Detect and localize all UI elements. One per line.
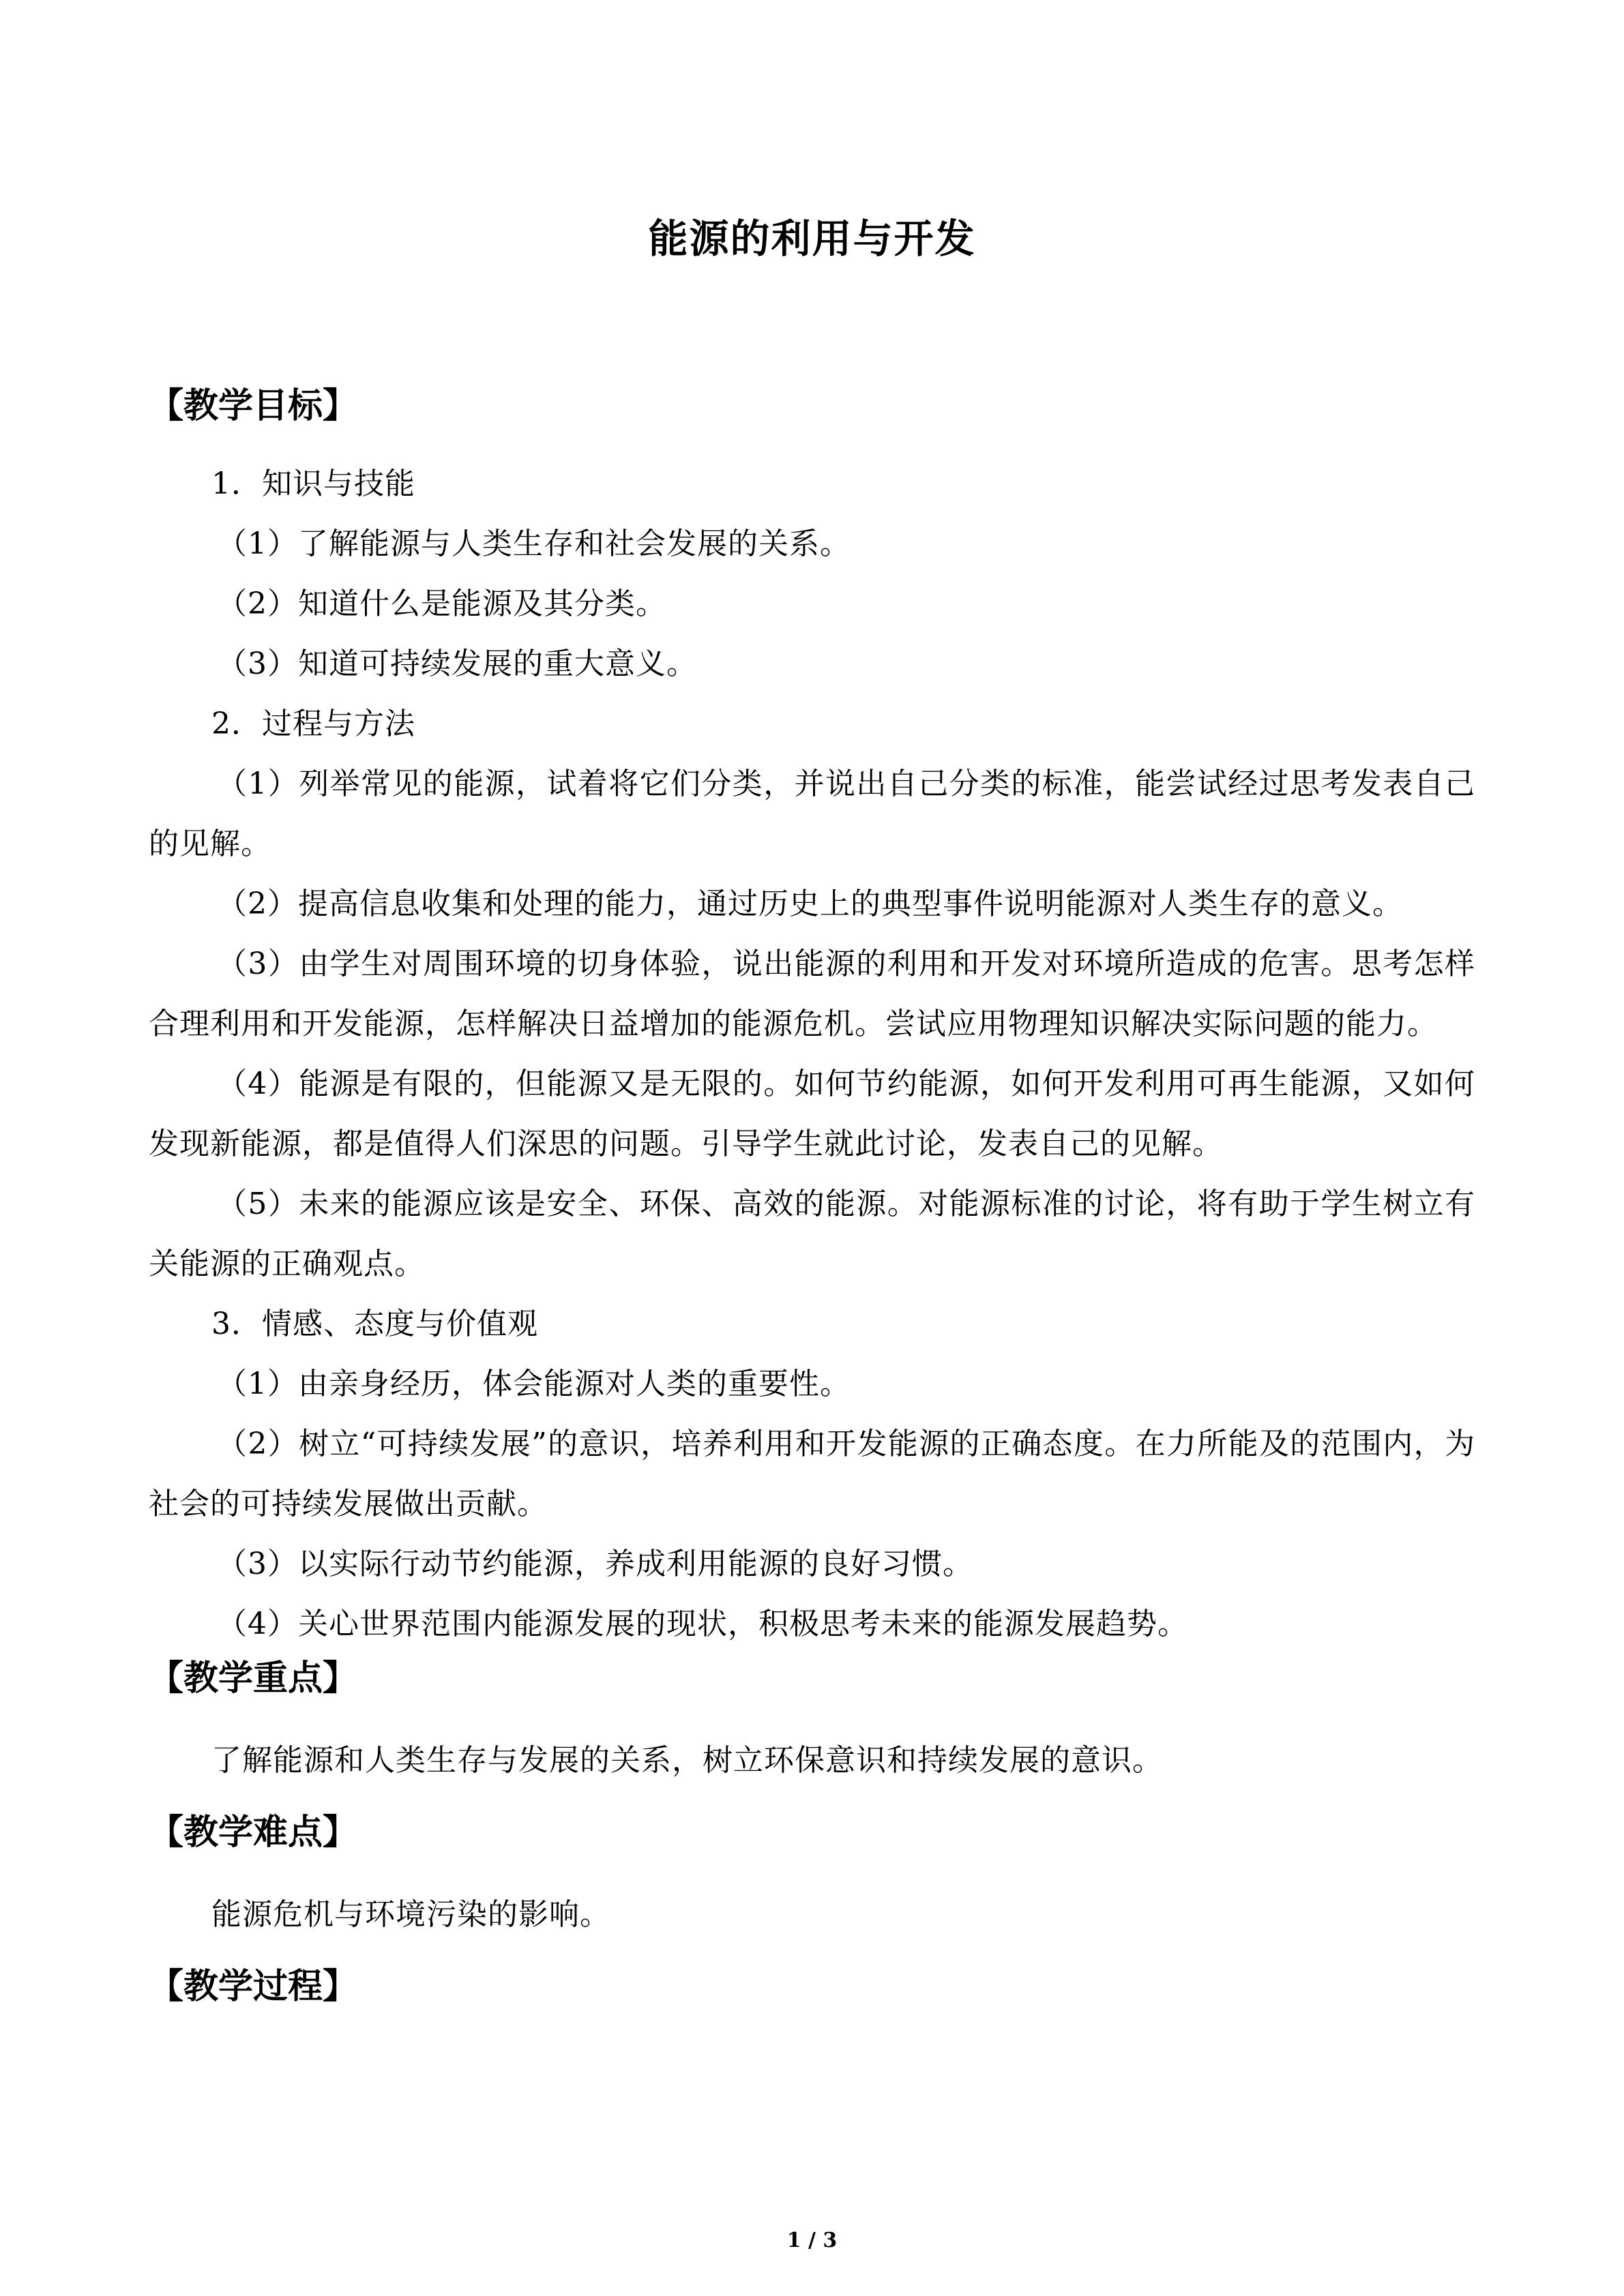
objective-item: 1．知识与技能 [211, 466, 415, 501]
document-title: 能源的利用与开发 [648, 215, 976, 262]
difficult-points-heading: 【教学难点】 [149, 1813, 358, 1853]
objective-item: （4）关心世界范围内能源发展的现状，积极思考未来的能源发展趋势。 [217, 1607, 1188, 1641]
objective-item: （3）由学生对周围环境的切身体验，说出能源的利用和开发对环境所造成的危害。思考怎样合理利用和开发能源，怎样解决日益增加的能源危机。尝试应用物理知识解决实际问题的能力。 [149, 946, 1475, 1041]
key-points-text: 了解能源和人类生存与发展的关系，树立环保意识和持续发展的意识。 [211, 1743, 1163, 1778]
difficult-points-text: 能源危机与环境污染的影响。 [211, 1897, 610, 1932]
objective-item: （5）未来的能源应该是安全、环保、高效的能源。对能源标准的讨论，将有助于学生树立有关能源的正确观点。 [149, 1187, 1475, 1281]
objective-item: 3．情感、态度与价值观 [211, 1307, 538, 1341]
objectives-heading: 【教学目标】 [149, 386, 358, 426]
objective-item: （1）由亲身经历，体会能源对人类的重要性。 [217, 1367, 851, 1401]
process-heading: 【教学过程】 [149, 1967, 358, 2007]
key-points-heading: 【教学重点】 [149, 1658, 358, 1699]
objective-item: （3）知道可持续发展的重大意义。 [217, 646, 697, 681]
objective-item: （1）列举常见的能源，试着将它们分类，并说出自己分类的标准，能尝试经过思考发表自己的见解。 [149, 766, 1475, 861]
objective-item: 2．过程与方法 [211, 706, 415, 741]
objective-item: （2）知道什么是能源及其分类。 [217, 586, 666, 621]
objective-item: （1）了解能源与人类生存和社会发展的关系。 [217, 526, 851, 561]
page-number: 1 / 3 [786, 2228, 838, 2252]
objective-item: （2）提高信息收集和处理的能力，通过历史上的典型事件说明能源对人类生存的意义。 [217, 886, 1403, 921]
objective-item: （3）以实际行动节约能源，养成利用能源的良好习惯。 [217, 1547, 973, 1581]
objective-item: （4）能源是有限的，但能源又是无限的。如何节约能源，如何开发利用可再生能源，又如何发现新能源，都是值得人们深思的问题。引导学生就此讨论，发表自己的见解。 [149, 1067, 1475, 1161]
document-body [149, 382, 1475, 2012]
objective-item: （2）树立“可持续发展”的意识，培养利用和开发能源的正确态度。在力所能及的范围内，为社会的可持续发展做出贡献。 [149, 1427, 1475, 1521]
